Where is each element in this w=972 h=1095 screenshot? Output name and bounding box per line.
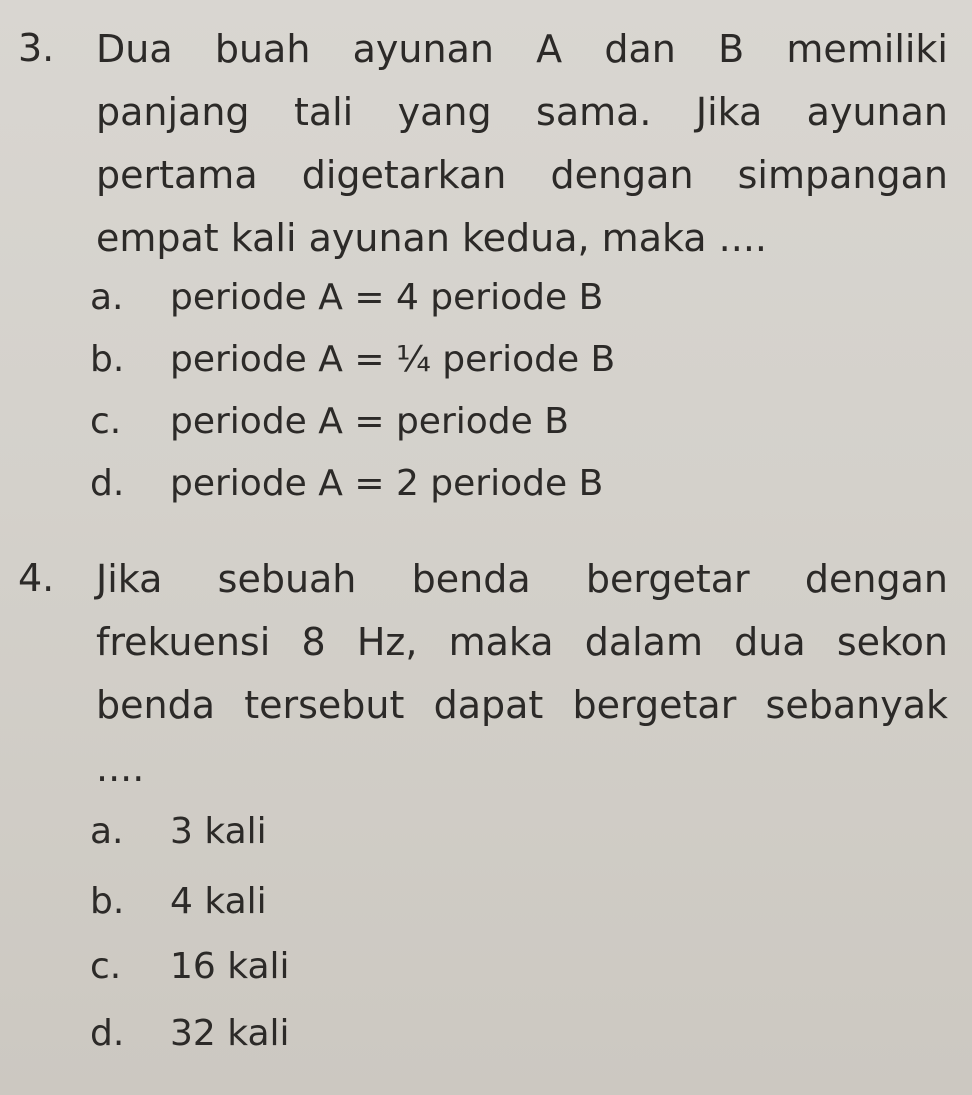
question-number: 4.	[18, 556, 55, 600]
option-4c[interactable]	[90, 945, 290, 989]
option-text: 16 kali	[170, 946, 290, 987]
question-4	[18, 548, 948, 800]
option-3a[interactable]	[90, 276, 603, 320]
option-letter: c.	[90, 401, 122, 442]
option-letter: b.	[90, 881, 125, 922]
option-text: periode A = periode B	[170, 401, 569, 442]
option-4b[interactable]	[90, 880, 267, 924]
option-letter: a.	[90, 811, 124, 852]
question-line: Jika sebuah benda bergetar dengan	[96, 557, 948, 601]
option-letter: b.	[90, 339, 125, 380]
option-text: periode A = 4 periode B	[170, 277, 604, 318]
option-3c[interactable]	[90, 400, 569, 444]
question-line: frekuensi 8 Hz, maka dalam dua sekon	[96, 620, 948, 664]
option-text: 3 kali	[170, 811, 267, 852]
option-letter: d.	[90, 1013, 125, 1054]
question-line: ....	[96, 746, 145, 790]
option-letter: a.	[90, 277, 124, 318]
question-line: empat kali ayunan kedua, maka ....	[96, 216, 767, 260]
option-4a[interactable]	[90, 810, 267, 854]
option-4d[interactable]	[90, 1012, 290, 1056]
question-line: panjang tali yang sama. Jika ayunan	[96, 90, 948, 134]
option-3d[interactable]	[90, 462, 603, 506]
question-line: Dua buah ayunan A dan B memiliki	[96, 27, 948, 71]
question-text	[96, 18, 948, 270]
question-number: 3.	[18, 26, 55, 70]
option-text: 32 kali	[170, 1013, 290, 1054]
option-letter: d.	[90, 463, 125, 504]
option-letter: c.	[90, 946, 122, 987]
question-3	[18, 18, 948, 270]
option-text: periode A = ¼ periode B	[170, 339, 616, 380]
question-line: pertama digetarkan dengan simpangan	[96, 153, 948, 197]
option-3b[interactable]	[90, 338, 615, 382]
option-text: periode A = 2 periode B	[170, 463, 604, 504]
option-text: 4 kali	[170, 881, 267, 922]
question-text	[96, 548, 948, 800]
question-line: benda tersebut dapat bergetar sebanyak	[96, 683, 948, 727]
